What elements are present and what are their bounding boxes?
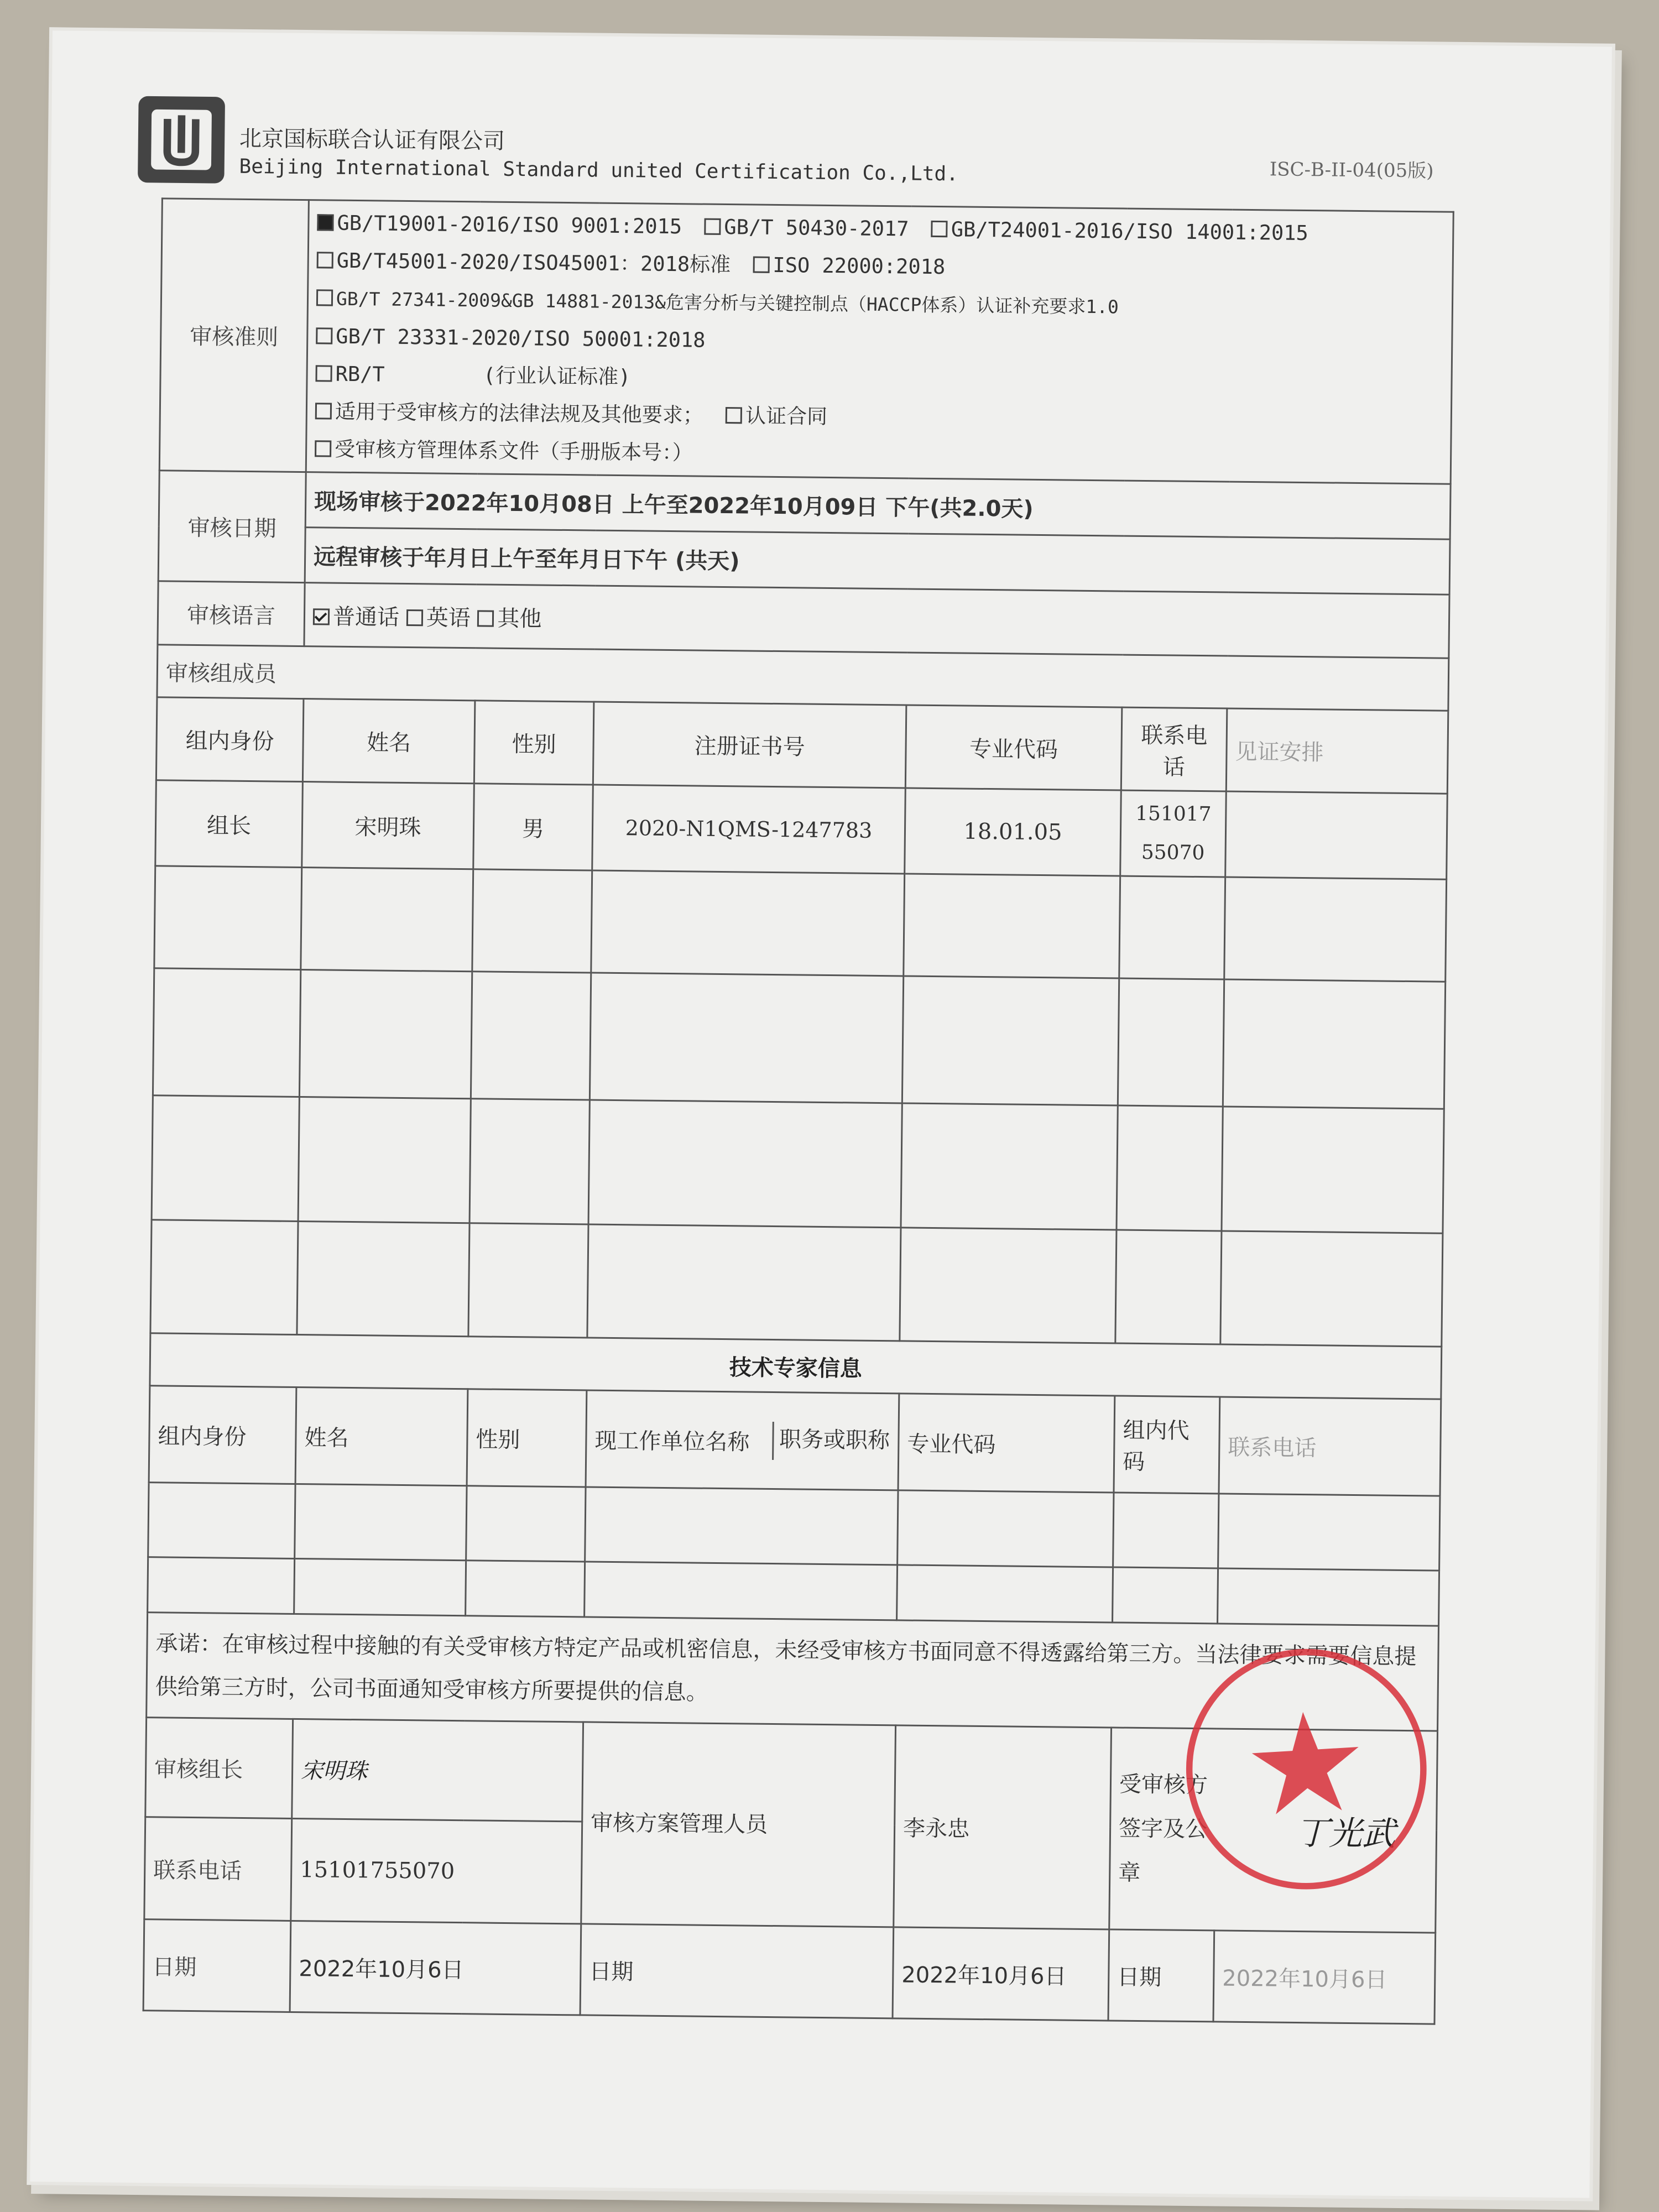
form-code: ISC-B-II-04(05版) — [1269, 158, 1434, 182]
experts-header-row — [149, 1386, 1441, 1496]
team-header-cell: 联系电话 — [1121, 707, 1227, 791]
team-empty-row — [153, 968, 1445, 1109]
checkbox-empty-icon — [931, 221, 948, 237]
criteria-option[interactable]: GB/T24001-2016/ISO 14001:2015 — [931, 217, 1308, 245]
checkbox-empty-icon — [704, 218, 721, 235]
team-member-row — [155, 780, 1448, 879]
checkbox-checked-icon — [313, 608, 330, 625]
team-header-cell: 姓名 — [302, 699, 475, 784]
leader-label: 审核组长 — [145, 1718, 293, 1819]
expert-header-subcell: 现工作单位名称 — [594, 1428, 750, 1455]
expert-header-cell: 性别 — [467, 1389, 587, 1487]
member-witness — [1225, 791, 1448, 879]
member-name: 宋明珠 — [302, 782, 474, 869]
team-header-cell: 见证安排 — [1226, 708, 1448, 794]
checkbox-empty-icon — [406, 609, 423, 625]
criteria-option[interactable]: GB/T 23331-2020/ISO 50001:2018 — [316, 324, 706, 352]
team-header-cell: 性别 — [474, 701, 594, 785]
scheme-manager-name: 李永忠 — [894, 1725, 1112, 1929]
member-phone — [1120, 790, 1227, 877]
company-seal-icon — [1172, 1635, 1441, 1903]
expert-header-cell — [586, 1390, 899, 1490]
auditee-signature: 丁光武 — [1295, 1813, 1396, 1854]
company-name-cn: 北京国标联合认证有限公司 — [239, 126, 505, 154]
expert-header-cell: 专业代码 — [898, 1394, 1115, 1493]
leader-date: 2022年10月6日 — [290, 1921, 581, 2015]
team-empty-row — [154, 866, 1447, 982]
expert-header-cell: 组内身份 — [149, 1386, 296, 1484]
scheme-manager-label: 审核方案管理人员 — [581, 1722, 896, 1927]
form-paper — [30, 30, 1612, 2198]
expert-header-cell: 姓名 — [295, 1387, 468, 1485]
date-label: 日期 — [143, 1919, 291, 2012]
experts-title: 技术专家信息 — [150, 1333, 1442, 1399]
checkbox-empty-icon — [315, 440, 331, 457]
team-title: 审核组成员 — [157, 645, 1449, 711]
criteria-option[interactable]: GB/T45001-2020/ISO45001：2018标准 — [317, 248, 731, 276]
criteria-option[interactable]: GB/T19001-2016/ISO 9001:2015 — [317, 211, 682, 238]
checkbox-empty-icon — [316, 289, 333, 306]
company-name-en: Beijing International Standard united Certification Co.,Ltd. — [239, 155, 959, 186]
company-logo-icon — [134, 92, 229, 187]
member-gender: 男 — [473, 784, 593, 870]
checkbox-filled-icon — [317, 214, 333, 231]
checkbox-empty-icon — [315, 403, 332, 419]
member-code: 18.01.05 — [905, 788, 1121, 876]
criteria-option[interactable]: 适用于受审核方的法律法规及其他要求； — [315, 399, 703, 427]
team-header-cell: 组内身份 — [156, 697, 304, 782]
member-cert: 2020-N1QMS-1247783 — [592, 785, 906, 874]
auditee-label: 受审核方签字及公章 — [1118, 1771, 1208, 1886]
language-option[interactable]: 英语 — [406, 604, 470, 630]
leader-signature: 宋明珠 — [292, 1719, 583, 1821]
checkbox-empty-icon — [317, 252, 333, 268]
date-label: 日期 — [1108, 1929, 1214, 2022]
checkbox-empty-icon — [315, 365, 332, 382]
language-option[interactable]: 普通话 — [313, 604, 399, 630]
criteria-option[interactable]: GB/T 27341-2009&GB 14881-2013&危害分析与关键控制点（HACCP体系）认证补充要求1.0 — [316, 286, 1119, 318]
team-header-row — [156, 697, 1448, 794]
language-option[interactable]: 其他 — [477, 606, 541, 632]
team-empty-row — [152, 1095, 1444, 1233]
criteria-option[interactable]: 认证合同 — [726, 404, 827, 429]
phone-label: 联系电话 — [144, 1817, 292, 1921]
criteria-option[interactable]: RB/T (行业认证标准) — [315, 362, 630, 389]
commitment-text: 承诺：在审核过程中接触的有关受审核方特定产品或机密信息，未经受审核方书面同意不得透露给第三方。当法律要求需要信息提供给第三方时，公司书面通知受审核方所要提供的信息。 — [147, 1613, 1439, 1731]
criteria-label: 审核准则 — [159, 199, 309, 472]
criteria-option[interactable]: GB/T 50430-2017 — [704, 215, 909, 241]
expert-header-cell: 组内代码 — [1114, 1396, 1220, 1494]
auditee-date: 2022年10月6日 — [1213, 1931, 1436, 2024]
language-label: 审核语言 — [158, 581, 305, 646]
date-row — [143, 1919, 1436, 2024]
manager-date: 2022年10月6日 — [893, 1927, 1109, 2021]
checkbox-empty-icon — [726, 407, 742, 424]
criteria-option[interactable]: 受审核方管理体系文件（手册版本号：） — [315, 437, 693, 465]
checkbox-empty-icon — [753, 257, 769, 273]
checkbox-empty-icon — [316, 327, 332, 344]
criteria-option[interactable]: ISO 22000:2018 — [753, 253, 945, 279]
leader-phone: 15101755070 — [291, 1818, 582, 1923]
criteria-row — [159, 199, 1453, 484]
checkbox-empty-icon — [477, 610, 494, 627]
expert-header-cell: 联系电话 — [1219, 1397, 1441, 1496]
team-header-cell: 专业代码 — [905, 705, 1122, 790]
onsite-date: 现场审核于2022年10月08日 上午至2022年10月09日 下午(共2.0天) — [305, 472, 1451, 540]
language-options — [304, 583, 1449, 659]
member-role: 组长 — [155, 780, 303, 868]
team-empty-row — [150, 1220, 1443, 1347]
remote-date: 远程审核于年月日上午至年月日下午 (共天) — [305, 528, 1450, 595]
date-label: 日期 — [580, 1924, 894, 2018]
expert-header-subcell: 职务或职称 — [772, 1422, 890, 1461]
expert-empty-row — [148, 1483, 1440, 1571]
member-phone-line: 151017 — [1135, 802, 1212, 826]
audit-date-label: 审核日期 — [158, 471, 306, 583]
team-header-cell: 注册证书号 — [593, 702, 906, 788]
member-phone-line: 55070 — [1141, 841, 1205, 865]
criteria-options — [306, 200, 1453, 484]
